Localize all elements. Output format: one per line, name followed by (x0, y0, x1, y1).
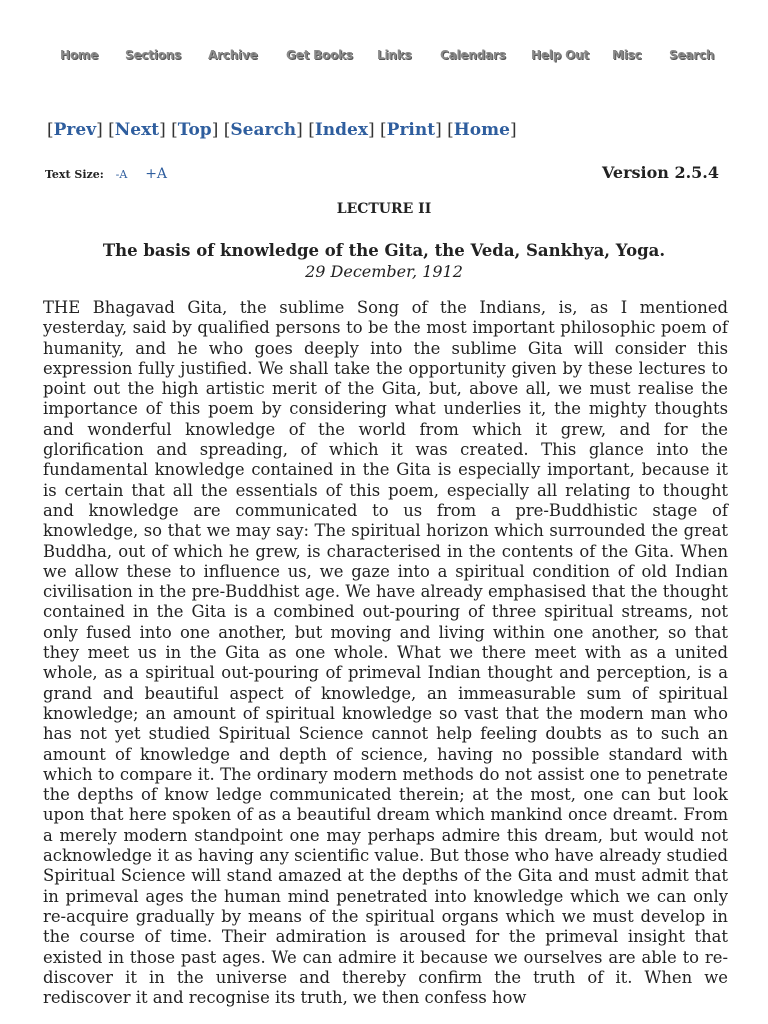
text-size-label: Text Size: (45, 168, 104, 181)
nav-help-out[interactable]: Help Out (531, 48, 589, 62)
nav-search[interactable]: Search (669, 48, 715, 62)
prev-link[interactable]: Prev (53, 120, 97, 140)
lecture-date: 29 December, 1912 (305, 262, 463, 281)
next-link[interactable]: Next (114, 120, 160, 140)
search-link[interactable]: Search (230, 120, 297, 140)
text-larger-button[interactable]: +A (145, 166, 168, 182)
nav-calendars[interactable]: Calendars (440, 48, 506, 62)
page-link-bar: [Prev] [Next] [Top] [Search] [Index] [Print] [Home] (47, 120, 517, 140)
index-link[interactable]: Index (314, 120, 368, 140)
print-link[interactable]: Print (386, 120, 436, 140)
nav-sections[interactable]: Sections (125, 48, 182, 62)
version-label: Version 2.5.4 (601, 163, 719, 182)
nav-get-books[interactable]: Get Books (286, 48, 353, 62)
top-navigation (60, 48, 720, 68)
nav-links[interactable]: Links (377, 48, 412, 62)
lecture-body-paragraph: THE Bhagavad Gita, the sublime Song of the Indians, is, as I mentioned yesterday, said by qualified persons to be the most important philosophic poem of humanity, and he who goes deeply into the sublime Gita will consider this expression fully justified. We shall take the opportunity given by these lectures to point out the high artistic merit of the Gita, but, above all, we must realise the importance of this poem by considering what underlies it, the mighty thoughts and wonderful knowledge of the world from which it grew, and for the glorification and spreading, of which it was created. This glance into the fundamental knowledge contained in the Gita is especially important, because it is certain that all the essentials of this poem, especially all relating to thought and knowledge are communicated to us from a pre-Buddhistic stage of knowledge, so that we may say: The spiritual horizon which surrounded the great Buddha, out of which he grew, is characterised in the contents of the Gita. When we allow these to influence us, we gaze into a spiritual condition of old Indian civilisation in the pre-Buddhist age. We have already emphasised that the thought contained in the Gita is a combined out-pouring of three spiritual streams, not only fused into one another, but moving and living within one another, so that they meet us in the Gita as one whole. What we there meet with as a united whole, as a spiritual out-pouring of primeval Indian thought and perception, is a grand and beautiful aspect of knowledge, an immeasurable sum of spiritual knowledge; an amount of spiritual knowledge so vast that the modern man who has not yet studied Spiritual Science cannot help feeling doubts as to such an amount of knowledge and depth of science, having no possible standard with which to compare it. The ordinary modern methods do not assist one to penetrate the depths of know ledge communicated therein; at the most, one can but look upon that here spoken of as a beautiful dream which mankind once dreamt. From a merely modern standpoint one may perhaps admire this dream, but would not acknowledge it as having any scientific value. But those who have already studied Spiritual Science will stand amazed at the depths of the Gita and must admit that in primeval ages the human mind penetrated into knowledge which we can only re-acquire gradually by means of the spiritual organs which we must develop in the course of time. Their admiration is aroused for the primeval insight that existed in those past ages. We can admire it because we ourselves are able to re-discover it in the universe and thereby confirm the truth of it. When we rediscover it and recognise its truth, we then confess how (43, 298, 728, 1008)
home-link[interactable]: Home (453, 120, 510, 140)
lecture-heading: LECTURE II (336, 201, 432, 217)
nav-misc[interactable]: Misc (612, 48, 642, 62)
text-smaller-button[interactable]: -A (115, 168, 128, 181)
nav-archive[interactable]: Archive (208, 48, 258, 62)
text-size-control (45, 166, 167, 182)
lecture-title: The basis of knowledge of the Gita, the Veda, Sankhya, Yoga. (102, 241, 666, 260)
top-link[interactable]: Top (177, 120, 212, 140)
nav-home[interactable]: Home (60, 48, 99, 62)
